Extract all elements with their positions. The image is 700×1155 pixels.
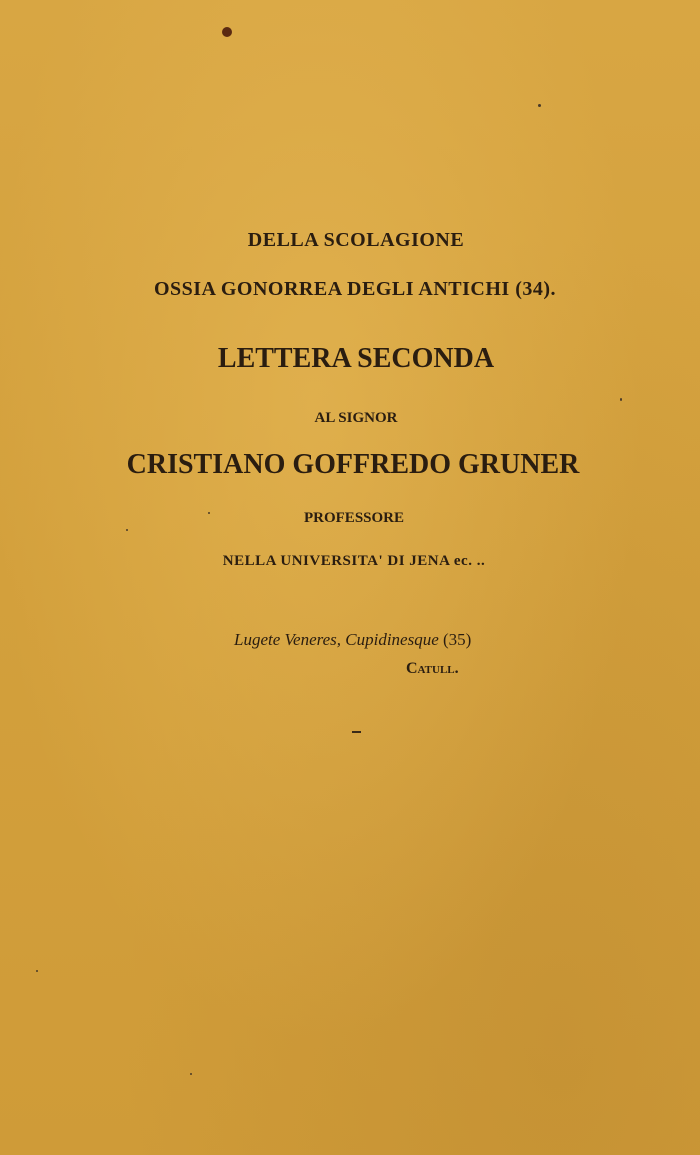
epigraph-source: Catull. [406,660,459,677]
addressee-role: PROFESSORE [303,510,405,526]
addressee-place: NELLA UNIVERSITA' DI JENA ec. .. [222,553,486,569]
epigraph-text: Lugete Veneres, Cupidinesque [234,630,439,649]
title-line-1: DELLA SCOLAGIONE [247,229,465,251]
epigraph-footnote-ref: (35) [443,630,472,649]
addressee-name: CRISTIANO GOFFREDO GRUNER [126,449,580,480]
letter-heading: LETTERA SECONDA [217,343,495,374]
title-line-2: OSSIA GONORREA DEGLI ANTICHI (34). [153,278,557,300]
ink-stain [222,27,232,37]
paper-speck [126,529,128,531]
separator-mark [352,731,361,733]
paper-speck [190,1073,192,1075]
addressee-intro: AL SIGNOR [314,410,398,426]
paper-speck [620,398,622,401]
paper-speck [36,970,38,972]
paper-speck [538,104,541,107]
epigraph [234,630,471,650]
